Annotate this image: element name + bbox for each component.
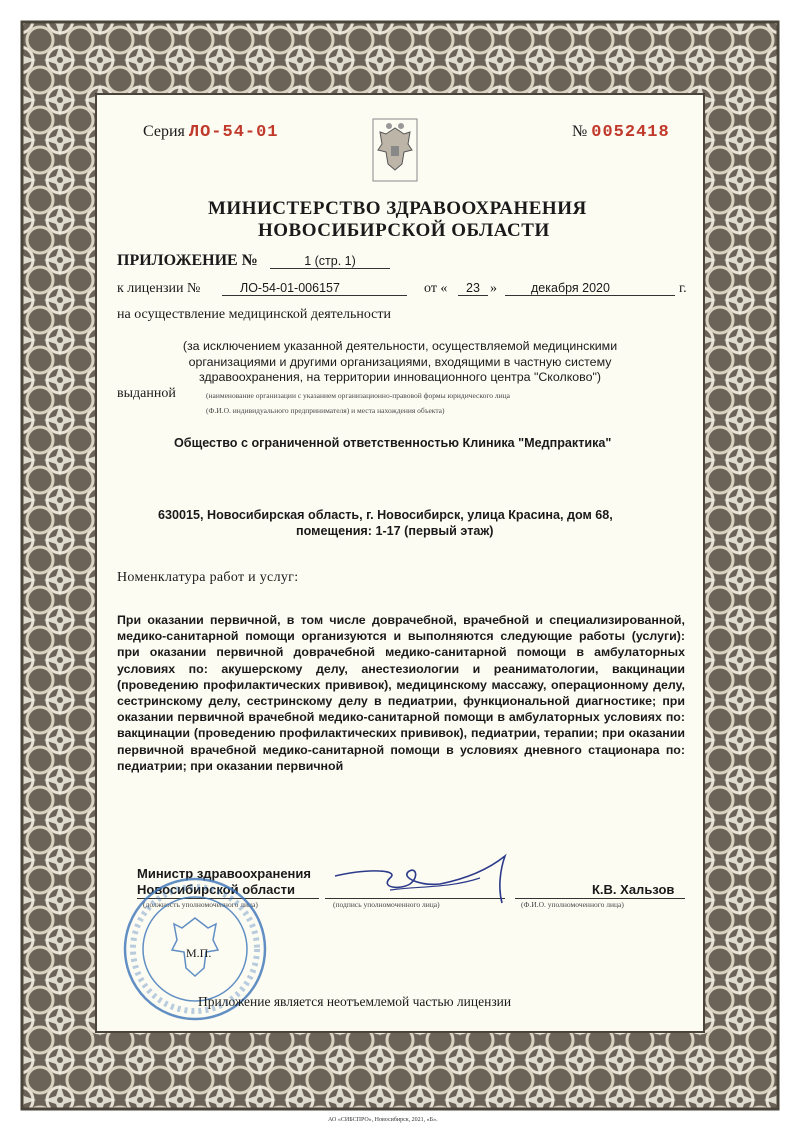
signer-name: К.В. Хальзов <box>592 882 675 897</box>
mp-label: М.П. <box>186 946 212 960</box>
license-month-year: декабря 2020 <box>505 281 675 296</box>
activity-note: (за исключением указанной деятельности, осуществляемой медицинскими организациями и другими организациями, входящими в частную систему здравоохранения, на территории инновационного центра "Сколково") <box>182 339 618 384</box>
number-value: 0052418 <box>591 123 670 142</box>
nomenclature-label: Номенклатура работ и услуг: <box>117 570 299 585</box>
address-line-2: помещения: 1-17 (первый этаж) <box>296 524 494 538</box>
license-year-suffix: г. <box>679 281 687 296</box>
issued-caption-1: (наименование организации с указанием организационно-правовой формы юридического лица <box>206 391 510 400</box>
services-text: При оказании первичной, в том числе доврачебной, врачебной и специализированной, медико-санитарной помощи организуются и выполняются следующие работы (услуги): при оказании первичной доврачебной медико-санитарной помощи в амбулаторных условиях по: акушерскому делу, анестезиологии и реаниматологии, вакцинации (проведению профилактических прививок), медицинскому массажу, операционному делу, сестринскому делу, сестринскому делу в педиатрии, функциональной диагностике; при оказании первичной врачебной медико-санитарной помощи в амбулаторных условиях по: вакцинации (проведению профилактических прививок), педиатрии, терапии; при оказании первичной врачебной медико-санитарной помощи в условиях дневного стационара по: педиатрии; при оказании первичной <box>117 613 685 773</box>
license-day: 23 <box>458 281 488 296</box>
license-number: ЛО-54-01-006157 <box>222 281 407 296</box>
license-from-label: от « <box>424 281 448 296</box>
name-underline <box>515 898 685 899</box>
ministry-line1: МИНИСТЕРСТВО ЗДРАВООХРАНЕНИЯ <box>208 198 587 219</box>
series-label: Серия <box>143 123 185 140</box>
signer-position-line2: Новосибирской области <box>137 882 295 897</box>
appendix-value: 1 (стр. 1) <box>270 254 390 269</box>
license-quote-close: » <box>490 281 497 296</box>
coat-of-arms-emblem <box>372 118 418 182</box>
organization-name: Общество с ограниченной ответственностью Клиника "Медпрактика" <box>174 436 612 450</box>
number-label: № <box>572 123 588 140</box>
series-value: ЛО-54-01 <box>188 123 279 142</box>
printer-info: АО «СИБСПРО», Новосибирск, 2021, «Б». <box>328 1117 438 1123</box>
footer-note: Приложение является неотъемлемой частью лицензии <box>198 994 512 1009</box>
caption-signature: (подпись уполномоченного лица) <box>333 900 440 909</box>
caption-position: (должность уполномоченного лица) <box>143 900 258 909</box>
appendix-label: ПРИЛОЖЕНИЕ № <box>117 252 258 269</box>
issued-caption-2: (Ф.И.О. индивидуального предпринимателя) и места нахождения объекта) <box>206 406 445 415</box>
caption-name: (Ф.И.О. уполномоченного лица) <box>521 900 624 909</box>
activity-label: на осуществление медицинской деятельности <box>117 307 392 322</box>
handwritten-signature <box>330 848 530 908</box>
signer-position-line1: Министр здравоохранения <box>137 866 311 881</box>
license-label: к лицензии № <box>117 281 201 296</box>
address-line-1: 630015, Новосибирская область, г. Новосибирск, улица Красина, дом 68, <box>158 508 613 522</box>
ministry-line2: НОВОСИБИРСКОЙ ОБЛАСТИ <box>258 220 550 241</box>
issued-label: выданной <box>117 386 176 401</box>
